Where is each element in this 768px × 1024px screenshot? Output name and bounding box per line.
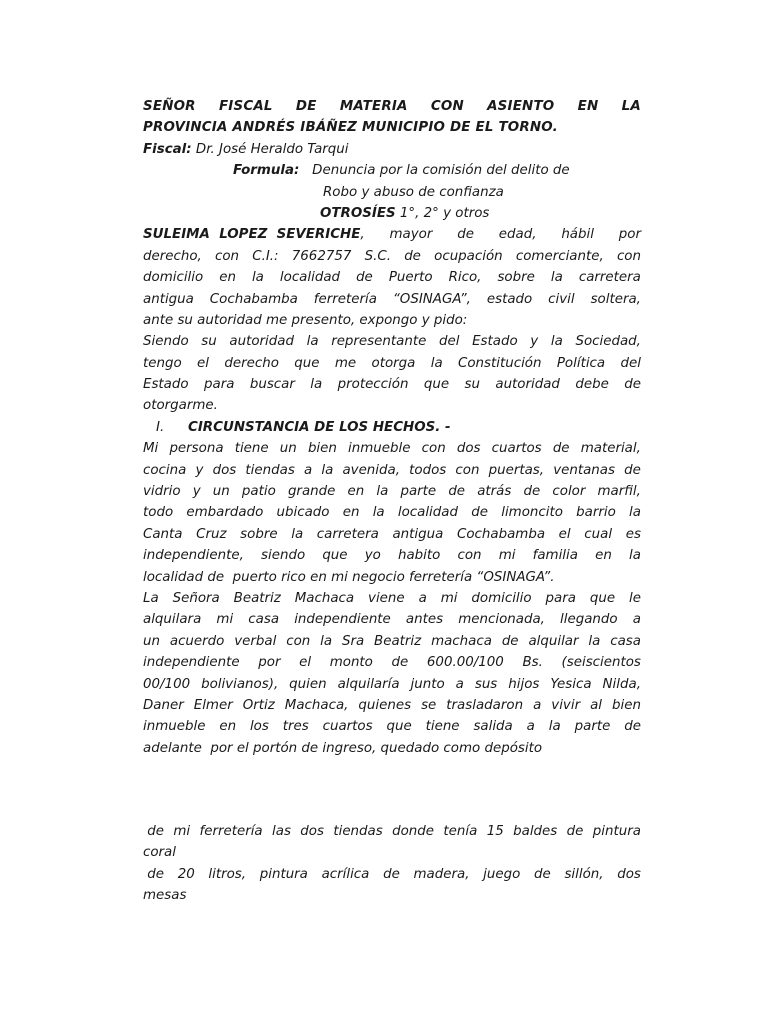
word: la [310,377,323,393]
word: C.I.: [252,248,279,264]
word: con [455,462,480,478]
word: Daner [143,697,184,713]
word: Cochabamba [456,526,546,542]
para2-line-6 [143,545,641,566]
word: y [192,484,201,500]
word: donde [392,824,435,839]
para3-line-6 [143,695,641,716]
word: a [632,612,641,628]
word: tenía [443,824,478,839]
word: puertas, [488,462,545,478]
intro-word: edad, [498,227,537,243]
word: 20 [177,866,195,882]
word: de [552,441,570,457]
word: de [523,484,541,500]
word: yo [364,548,381,564]
intro-word: mayor [389,227,433,243]
word: buscar [249,377,295,393]
word: tres [282,719,309,735]
word: de [501,633,519,649]
word: Machaca [294,590,355,606]
word: S.C. [364,248,391,264]
word: alquilara [143,612,202,628]
word: parte [574,719,611,735]
word: Política [556,355,606,371]
word: de [404,248,421,264]
para2-line-3 [143,481,641,502]
intro-line-4 [143,289,641,310]
para2-line-4 [143,502,641,523]
word: de [143,866,164,882]
word: 00/100 [143,676,191,692]
word: junto [410,676,445,692]
word: inmueble [348,441,411,457]
para2-line-7: localidad de puerto rico en mi negocio ferretería “OSINAGA”. [143,569,555,585]
word: casa [248,612,280,628]
word: de [448,484,466,500]
word: con [457,548,482,564]
para1-line-2 [143,353,641,374]
word: dos [300,824,324,839]
word: Sra [341,633,365,649]
word: la [251,270,264,286]
intro-line-2 [143,246,641,267]
word: dos [456,441,481,457]
word: comerciante, [515,248,604,264]
word: es [625,526,641,542]
para2-line-5 [143,524,641,545]
word: Constitución [458,355,542,371]
word: que [294,355,320,371]
word: un [212,484,230,500]
document-body [143,96,641,759]
word: Canta [143,526,183,542]
fiscal-line [143,139,641,160]
word: que [589,590,616,606]
otrosies-label: OTROSÍES [320,205,396,221]
word: mi [173,824,191,839]
para2-line-2 [143,460,641,481]
word: Siendo [143,334,189,350]
word: la [550,334,563,350]
word: material, [580,441,641,457]
word: de [534,866,551,882]
word: de [383,866,400,882]
word: la [629,505,641,521]
word: EN [577,99,599,114]
continuation-block [143,821,641,907]
word: con [421,441,446,457]
word: bien [612,697,641,713]
word: monto [329,655,373,671]
word: de [624,462,641,478]
word: 15 [486,824,504,839]
word: la [548,719,561,735]
word: la [291,526,304,542]
word: a [303,462,313,478]
word: domicilio [471,590,532,606]
intro-line-3 [143,267,641,288]
otrosies-line [143,203,641,224]
para3-line-4 [143,652,641,673]
word: Cruz [196,526,227,542]
para3-line-7 [143,716,641,737]
intro-line-5: ante su autoridad me presento, expongo y pido: [143,312,468,328]
word: parte [400,484,437,500]
word: Puerto [388,270,433,286]
word: machaca [431,633,492,649]
word: representante [331,334,427,350]
word: Beatriz [374,633,422,649]
word: Beatriz [233,590,281,606]
word: tiene [425,719,460,735]
word: y [195,462,204,478]
word: de [624,377,641,393]
word: FISCAL [218,99,273,114]
word: todo [143,505,174,521]
word: la [376,484,389,500]
word: madera, [413,866,470,882]
word: con [214,248,240,264]
para1-line-1 [143,331,641,352]
word: tiendas [333,824,383,839]
word: sillón, [564,866,604,882]
word: antigua [392,526,444,542]
word: independiente [143,655,240,671]
word: pintura [259,866,308,882]
word: Estado [143,377,189,393]
formula-label: Formula: [233,163,300,179]
word: quien [289,676,327,692]
word: localidad [397,505,458,521]
word: su [464,377,480,393]
header-line-1 [143,96,641,117]
word: tengo [143,355,182,371]
word: sobre [497,270,535,286]
word: embardado [186,505,264,521]
word: limoncito [501,505,563,521]
word: que [322,548,348,564]
word: viene [368,590,405,606]
word: para [545,590,576,606]
para3-line-5 [143,674,641,695]
intro-word: por [618,227,641,243]
formula-text: Denuncia por la comisión del delito de [312,163,570,179]
word: marfil, [597,484,641,500]
word: tiene [234,441,269,457]
word: las [272,824,291,839]
word: siendo [261,548,306,564]
word: para [204,377,235,393]
word: alquilaría [337,676,400,692]
word: llegando [560,612,618,628]
word: bolivianos), [201,676,279,692]
word: Machaca, [284,697,349,713]
word: patio [241,484,276,500]
word: el [558,526,571,542]
word: MATERIA [339,99,408,114]
word: derecho [224,355,279,371]
word: persona [169,441,224,457]
word: soltera, [590,291,641,307]
word: en [595,548,612,564]
word: al [590,697,603,713]
word: se [421,697,437,713]
word: Nilda, [602,676,641,692]
word: localidad [279,270,341,286]
word: ocupación [434,248,503,264]
para3-line-2 [143,609,641,630]
word: mi [216,612,234,628]
word: Elmer [193,697,233,713]
section-heading [143,417,641,438]
word: Estado [472,334,518,350]
word: en [342,505,360,521]
word: la [320,633,333,649]
word: de [624,719,641,735]
word: del [438,334,460,350]
word: derecho, [143,248,202,264]
para1-line-3 [143,374,641,395]
word: SEÑOR [143,99,196,114]
word: a [526,719,535,735]
petitioner-name-wrap [143,224,365,245]
word: independiente [294,612,391,628]
tail-line-1 [143,821,641,842]
word: La [143,590,159,606]
word: LA [621,99,641,114]
tail-line-2: coral [143,845,176,861]
word: cual [584,526,613,542]
word: la [306,334,319,350]
word: juego [483,866,521,882]
fiscal-name: Dr. José Heraldo Tarqui [191,141,349,157]
word: 600.00/100 [426,655,504,671]
word: cuartos [322,719,373,735]
word: dos [617,866,641,882]
word: acuerdo [169,633,225,649]
word: carretera [578,270,641,286]
para3-line-8: adelante por el portón de ingreso, quedado como depósito [143,740,543,756]
section-number: I. [156,419,165,435]
para2-line-1 [143,438,641,459]
word: ferretería [313,291,377,307]
word: habito [397,548,441,564]
word: inmueble [143,719,206,735]
word: la [588,633,601,649]
word: el [299,655,312,671]
word: DE [295,99,317,114]
word: baldes [513,824,558,839]
word: cuartos [491,441,542,457]
word: me [334,355,357,371]
word: Cochabamba [209,291,298,307]
tail-line-4: mesas [143,888,187,904]
word: pintura [592,824,641,839]
word: antes [405,612,444,628]
word: la [629,548,641,564]
word: hijos [508,676,540,692]
word: Rico, [448,270,482,286]
word: ventanas [553,462,615,478]
word: dos [212,462,237,478]
word: ASIENTO [487,99,555,114]
word: acrílica [321,866,370,882]
word: que [386,719,412,735]
word: mencionada, [458,612,545,628]
word: por [258,655,281,671]
word: con [616,248,641,264]
word: mi [440,590,458,606]
word: los [249,719,269,735]
word: a [455,676,464,692]
header-line-2: PROVINCIA ANDRÉS IBÁÑEZ MUNICIPIO DE EL TORNO. [143,120,558,136]
word: otorga [371,355,416,371]
word: le [629,590,641,606]
word: Yesica [550,676,592,692]
word: con [286,633,311,649]
word: domicilio [143,270,204,286]
word: el [197,355,209,371]
word: en [219,270,236,286]
word: tiendas [245,462,295,478]
word: y [530,334,539,350]
word: “OSINAGA”, [392,291,471,307]
word: casa [610,633,641,649]
word: a [533,697,542,713]
tail-line-3 [143,864,641,885]
word: en [219,719,237,735]
word: mi [498,548,516,564]
word: de [566,824,584,839]
word: Bs. [522,655,543,671]
word: de [391,655,409,671]
petitioner-name: SULEIMA LOPEZ SEVERICHE [143,227,361,243]
word: (seiscientos [561,655,641,671]
formula-text-2: Robo y abuso de confianza [323,184,504,200]
word: quienes [358,697,412,713]
word: ubicado [276,505,330,521]
intro-word: de [457,227,474,243]
section-title: CIRCUNSTANCIA DE LOS HECHOS. - [188,419,451,435]
fiscal-label: Fiscal: [143,141,192,157]
word: barrio [576,505,616,521]
word: de [356,270,373,286]
word: un [279,441,297,457]
comma: , [360,227,365,243]
word: verbal [234,633,277,649]
word: trasladaron [446,697,524,713]
word: grande [287,484,336,500]
word: la [321,462,334,478]
word: Señora [172,590,220,606]
word: sobre [240,526,278,542]
word: que [423,377,450,393]
word: CON [430,99,464,114]
para3-line-3 [143,631,641,652]
word: en [347,484,365,500]
word: color [552,484,586,500]
word: autoridad [229,334,294,350]
word: la [550,270,563,286]
word: protección [337,377,409,393]
word: la [372,505,385,521]
word: civil [548,291,575,307]
intro-word: hábil [561,227,594,243]
word: familia [532,548,578,564]
word: Ortiz [242,697,275,713]
word: la [430,355,443,371]
word: carretera [316,526,379,542]
word: del [620,355,641,371]
word: un [143,633,160,649]
word: independiente, [143,548,244,564]
word: 7662757 [291,248,352,264]
word: bien [307,441,337,457]
word: vidrio [143,484,181,500]
word: atrás [477,484,512,500]
para1-line-4: otorgarme. [143,398,218,414]
formula-line [143,160,641,181]
word: debe [575,377,609,393]
word: estado [486,291,533,307]
word: Mi [143,441,159,457]
word: litros, [208,866,247,882]
word: vivir [551,697,581,713]
intro-line-1 [143,224,641,245]
word: ferretería [199,824,263,839]
word: avenida, [342,462,400,478]
word: todos [409,462,447,478]
word: antigua [143,291,194,307]
word: sus [474,676,498,692]
word: a [418,590,427,606]
para3-line-1 [143,588,641,609]
word: salida [473,719,513,735]
word: de [471,505,488,521]
otrosies-text: 1°, 2° y otros [395,205,490,221]
word: cocina [143,462,187,478]
word: Sociedad, [575,334,641,350]
word: autoridad [495,377,560,393]
word: alquilar [528,633,579,649]
word: su [201,334,217,350]
word: de [143,824,164,839]
